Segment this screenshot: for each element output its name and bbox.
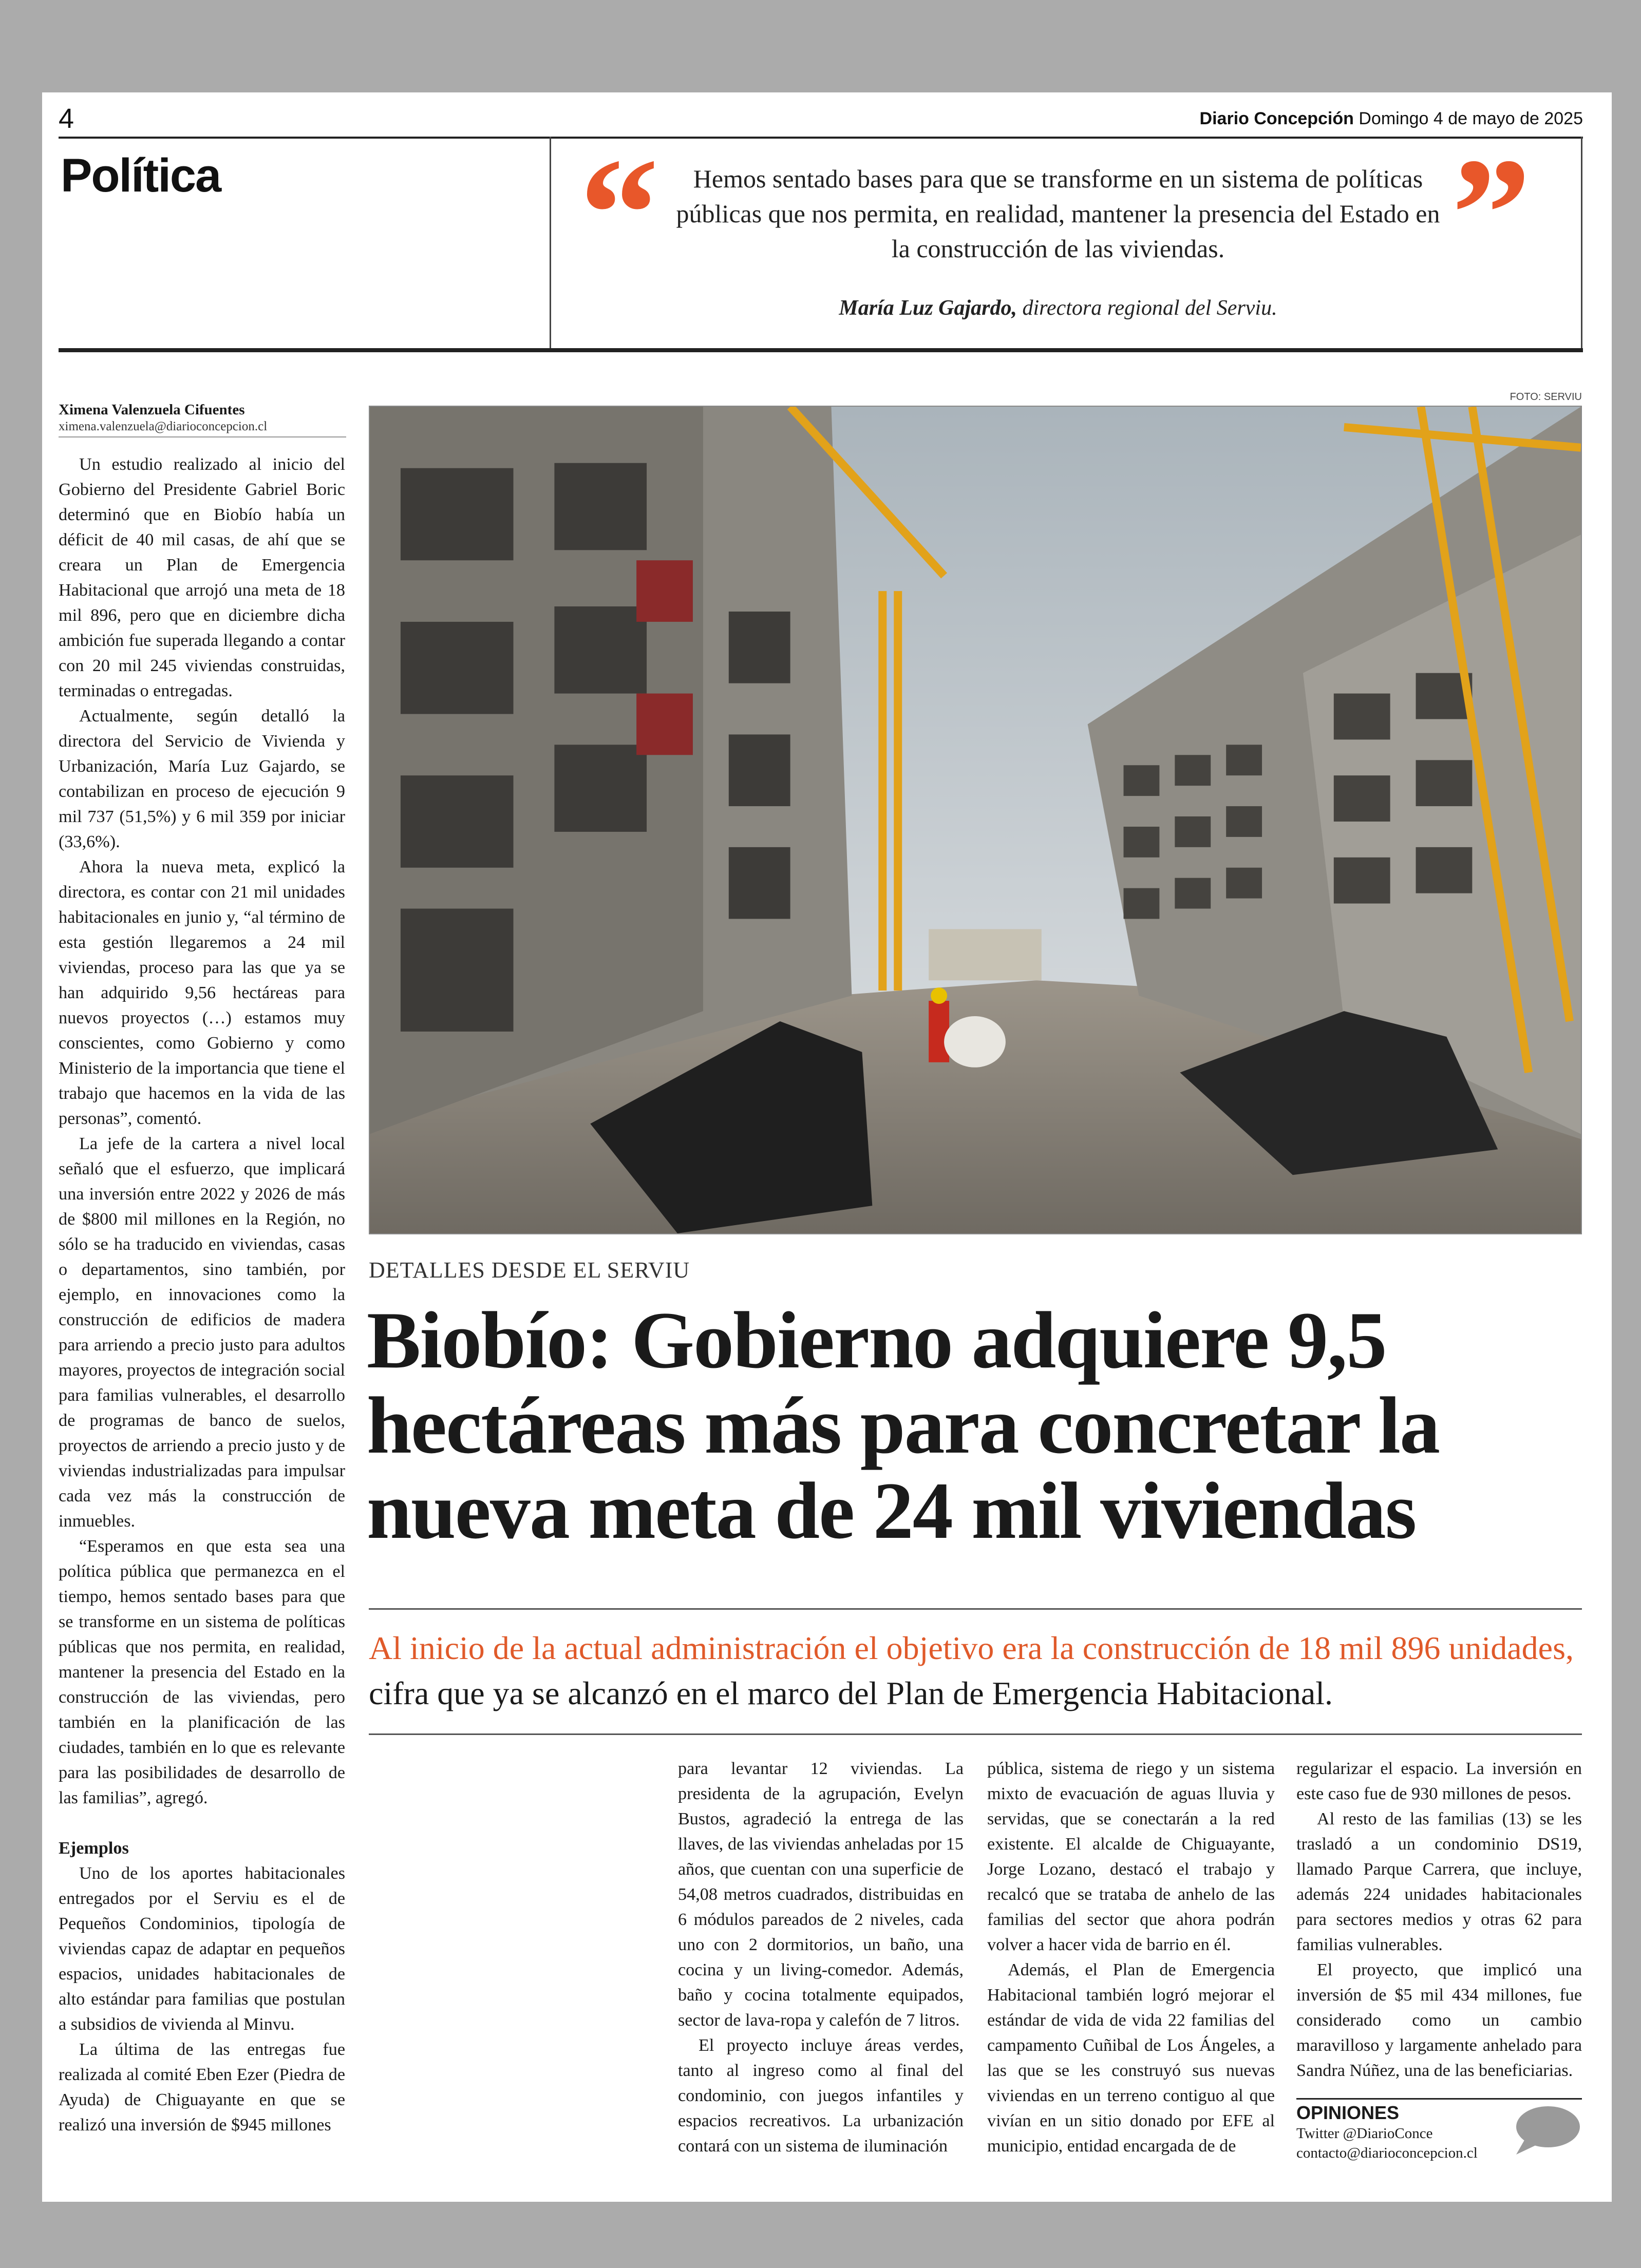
byline-email: ximena.valenzuela@diarioconcepcion.cl <box>59 420 268 433</box>
close-quote-icon: ” <box>1451 126 1531 302</box>
article-column-2 <box>678 1756 964 2167</box>
paragraph: La jefe de la cartera a nivel local señaló que el esfuerzo, que implicará una inversión entre 2022 y 2026 de más de $800 mil millones en la Región, no sólo se ha traducido en viviendas, casas o departamentos, sino también, por ejemplo, en innovaciones como la construcción de edificios de madera para arriendo a precio justo para adultos mayores, proyectos de integración social para familias vulnerables, el desarrollo de programas de banco de suelos, proyectos de arriendo a precio justo y de viviendas industrializadas para impulsar cada vez más la construcción de inmuebles. <box>59 1134 345 1531</box>
article-deck <box>369 1626 1586 1716</box>
pull-quote-role: directora regional del Serviu. <box>1016 296 1277 320</box>
paragraph: El proyecto, que implicó una inversión de $5 mil 434 millones, fue considerado como un cambio maravilloso y largamente anhelado para Sandra Núñez, una de las beneficiarias. <box>1296 1960 1582 2080</box>
pull-quote-attribution <box>673 296 1443 320</box>
paragraph: pública, sistema de riego y un sistema mixto de evacuación de aguas lluvia y servidas, que se conectarán a la red existente. El alcalde de Chiguayante, Jorge Lozano, destacó el trabajo y recalcó que se trataba de anhelo de las familias del sector que ahora podrán volver a hacer vida de barrio en él. <box>987 1759 1275 1954</box>
article-column-3 <box>987 1756 1275 2167</box>
deck-rule <box>369 1608 1582 1610</box>
subheading: Ejemplos <box>59 1839 129 1858</box>
paragraph: Uno de los aportes habitacionales entregados por el Serviu es el de Pequeños Condominios, tipología de viviendas capaz de adaptar en pequeños espacios, unidades habitacionales de alto estándar para familias que postulan a subsidios de vivienda al Minvu. <box>59 1864 345 2034</box>
header-divider <box>550 137 551 350</box>
page-header <box>59 103 1583 135</box>
paragraph: Un estudio realizado al inicio del Gobierno del Presidente Gabriel Boric determinó que en Biobío había un déficit de 40 mil casas, de ahí que se creara un Plan de Emergencia Habitacional que arrojó una meta de 18 mil 896, pero que en diciembre dicha ambición fue superada llegando a contar con 20 mil 245 viviendas construidas, terminadas o entregadas. <box>59 455 345 700</box>
construction-site-illustration <box>370 407 1581 1233</box>
headline-part: para concretar la nueva meta de <box>367 1381 1440 1556</box>
page-number: 4 <box>59 103 74 134</box>
byline-rule <box>59 436 346 437</box>
header-border <box>1581 137 1582 350</box>
paragraph: para levantar 12 viviendas. La presidenta de la agrupación, Evelyn Bustos, agradeció la entrega de las llaves, de las viviendas anheladas por 15 años, que cuentan con una superficie de 54,08 metros cuadrados, distribuidas en 6 módulos pareados de 2 niveles, cada uno con 2 dormitorios, un baño, una cocina y un living-comedor. Además, baño y cocina totalmente equipados, sector de lava-ropa y calefón de 7 litros. <box>678 1759 964 2030</box>
paragraph: Ahora la nueva meta, explicó la directora, es contar con 21 mil unidades habitacionales en junio y, “al término de esta gestión llegaremos a 24 mil viviendas, proceso para las que ya se han adquirido 9,56 hectáreas para nuevos proyectos (…) estamos muy conscientes, como Gobierno y como Ministerio de la importancia que tiene el trabajo que hacemos en la vida de las personas”, comentó. <box>59 857 345 1128</box>
byline-author: Ximena Valenzuela Cifuentes <box>59 402 245 418</box>
paragraph: regularizar el espacio. La inversión en este caso fue de 930 millones de pesos. <box>1296 1759 1582 1803</box>
deck-text: cifra que ya se alcanzó en el marco del Plan de Emergencia Habitacional. <box>369 1675 1333 1711</box>
paragraph: Además, el Plan de Emergencia Habitacional también logró mejorar el estándar de vida de vida 22 familias del campamento Cuñibal de Los Ángeles, a las que se les construyó sus nuevas viviendas en un terreno contiguo al que vivían en un sitio donado por EFE al municipio, entidad encargada de de <box>987 1960 1275 2156</box>
construction-site-photo <box>369 406 1582 1234</box>
article-headline <box>367 1295 1584 1556</box>
paragraph: “Esperamos en que esta sea una política pública que permanezca en el tiempo, hemos sentado bases para que se transforme en un sistema de políticas públicas que nos permita, en realidad, mantener la presencia del Estado en la construcción de las viviendas, pero también en la planificación de las ciudades, también en lo que es relevante para las posibilidades de desarrollo de las familias”, agregó. <box>59 1537 345 1807</box>
byline <box>59 402 346 434</box>
section-title: Política <box>61 149 221 202</box>
pull-quote-speaker: María Luz Gajardo, <box>839 296 1017 320</box>
issue-date: Domingo 4 de mayo de 2025 <box>1359 109 1583 128</box>
article-column-4 <box>1296 1756 1582 2105</box>
header-rule-bottom <box>59 348 1583 352</box>
pull-quote-text: Hemos sentado bases para que se transforme en un sistema de políticas públicas que nos permita, en realidad, mantener la presencia del Estado en la construcción de las viviendas. <box>676 164 1440 263</box>
opinions-twitter[interactable]: Twitter @DiarioConce <box>1296 2125 1433 2142</box>
opinions-rule <box>1296 2098 1582 2100</box>
opinions-title: OPINIONES <box>1296 2102 1400 2123</box>
headline-part: Biobío: Gobierno adquiere <box>367 1295 1288 1385</box>
header-rule <box>59 137 1583 139</box>
speech-bubble-icon <box>1509 2104 1581 2156</box>
photo-credit: FOTO: SERVIU <box>1510 391 1582 403</box>
publication-name: Diario Concepción <box>1199 109 1354 128</box>
paragraph: Al resto de las familias (13) se les trasladó a un condominio DS19, llamado Parque Carrera, que incluye, además 224 unidades habitacionales para sectores medios y otras 62 para familias vulnerables. <box>1296 1809 1582 1954</box>
opinions-email[interactable]: contacto@diarioconcepcion.cl <box>1296 2145 1478 2161</box>
headline-emphasis: 24 mil viviendas <box>873 1466 1416 1556</box>
paragraph: El proyecto incluye áreas verdes, tanto al ingreso como al final del condominio, con juegos infantiles y espacios recreativos. La urbanización contará con un sistema de iluminación <box>678 2036 964 2156</box>
headline-emphasis: 9,5 hectáreas más <box>367 1295 1386 1471</box>
paragraph: Actualmente, según detalló la directora del Servicio de Vivienda y Urbanización, María Luz Gajardo, se contabilizan en proceso de ejecución 9 mil 737 (51,5%) y 6 mil 359 por iniciar (33,6%). <box>59 707 345 851</box>
deck-accent: Al inicio de la actual administración el objetivo era la construcción de 18 mil 896 unidades, <box>369 1630 1574 1666</box>
deck-rule <box>369 1733 1582 1735</box>
article-column-1 <box>59 452 345 2167</box>
article-kicker: DETALLES DESDE EL SERVIU <box>369 1257 690 1283</box>
open-quote-icon: “ <box>579 126 659 302</box>
paragraph: La última de las entregas fue realizada al comité Eben Ezer (Piedra de Ayuda) de Chiguayante en que se realizó una inversión de $945 millones <box>59 2040 345 2134</box>
